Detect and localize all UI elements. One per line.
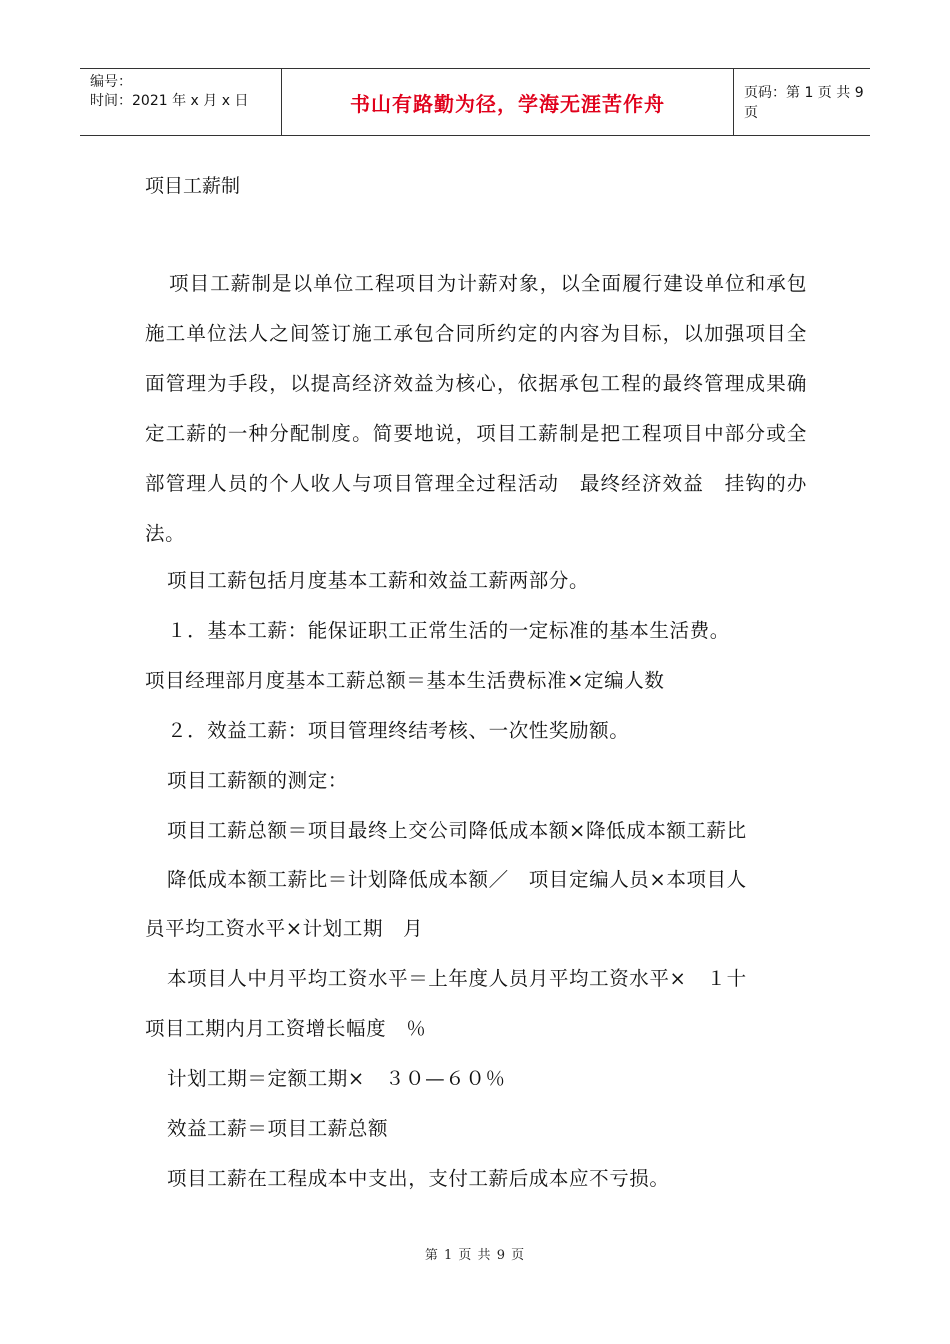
body-line-1: 项目工薪包括月度基本工薪和效益工薪两部分。	[167, 569, 590, 592]
header-number-label: 编号：	[90, 74, 132, 90]
body-line-13: 项目工薪在工程成本中支出，支付工薪后成本应不亏损。	[167, 1167, 670, 1190]
body-line-7: 降低成本额工薪比＝计划降低成本额／ 项目定编人员×本项目人	[167, 868, 747, 891]
body-line-11: 计划工期＝定额工期× ３０—６０％	[167, 1067, 506, 1090]
header-time-label: 时间：2021 年 x 月 x 日	[90, 93, 249, 109]
document-title: 项目工薪制	[145, 175, 241, 197]
intro-paragraph: 项目工薪制是以单位工程项目为计薪对象，以全面履行建设单位和承包施工单位法人之间签订施工承包合同所约定的内容为目标，以加强项目全面管理为手段，以提高经济效益为核心，依据承包工程的最终管理成果确定工薪的一种分配制度。简要地说，项目工薪制是把工程项目中部分或全部管理人员的个人收人与项目管理全过程活动 最终经济效益 挂钩的办法。	[145, 272, 807, 545]
body-line-8: 员平均工资水平×计划工期 月	[145, 917, 424, 940]
body-line-4: ２．效益工薪：项目管理终结考核、一次性奖励额。	[167, 719, 630, 742]
body-line-12: 效益工薪＝项目工薪总额	[167, 1117, 389, 1140]
body-line-10: 项目工期内月工资增长幅度 ％	[145, 1017, 427, 1040]
body-line-6: 项目工薪总额＝项目最终上交公司降低成本额×降低成本额工薪比	[167, 819, 747, 842]
body-line-2: １．基本工薪：能保证职工正常生活的一定标准的基本生活费。	[167, 619, 730, 642]
body-line-3: 项目经理部月度基本工薪总额＝基本生活费标准×定编人数	[145, 669, 665, 692]
body-line-5: 项目工薪额的测定：	[167, 769, 348, 792]
header-page-info: 页码：第 1 页 共 9 页	[744, 85, 864, 121]
document-header	[80, 68, 870, 136]
body-line-9: 本项目人中月平均工资水平＝上年度人员月平均工资水平× １十	[167, 967, 747, 990]
page-footer: 第 1 页 共 9 页	[424, 1248, 526, 1263]
header-meta	[80, 69, 282, 135]
header-motto: 书山有路勤为径，学海无涯苦作舟	[282, 69, 734, 135]
